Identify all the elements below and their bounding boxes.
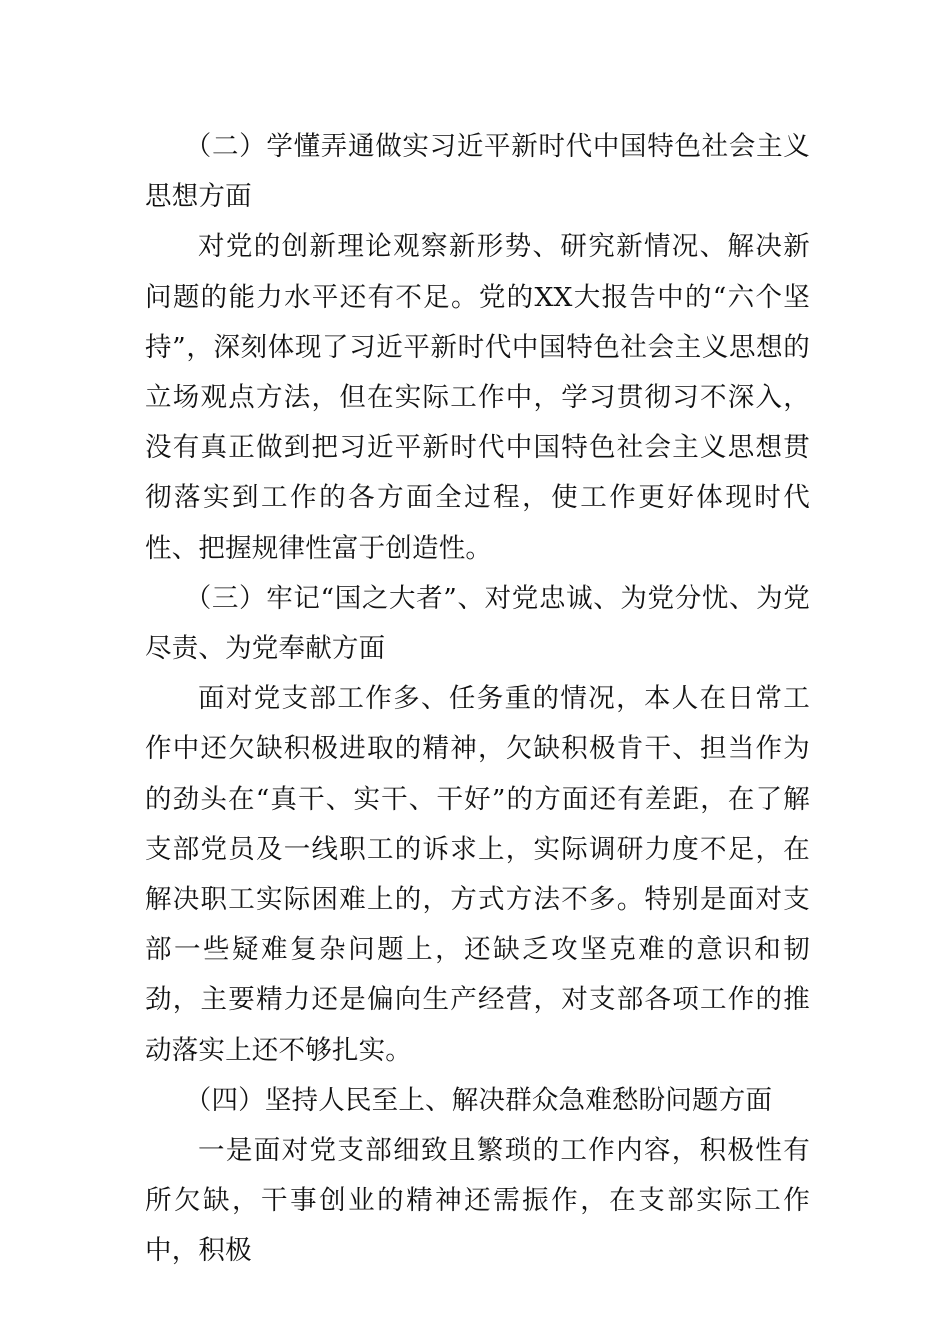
section-heading-4: （四）坚持人民至上、解决群众急难愁盼问题方面 xyxy=(184,1084,773,1116)
section-4-paragraph: 一是面对党支部细致且繁琐的工作内容，积极性有所欠缺，干事创业的精神还需振作，在支部实际工作中，积极 xyxy=(145,1135,810,1267)
section-3-paragraph: 面对党支部工作多、任务重的情况，本人在日常工作中还欠缺积极进取的精神，欠缺积极肯干、担当作为的劲头在“真干、实干、干好”的方面还有差距，在了解支部党员及一线职工的诉求上，实际调研力度不足，在解决职工实际困难上的，方式方法不多。特别是面对支部一些疑难复杂问题上，还缺乏攻坚克难的意识和韧劲，主要精力还是偏向生产经营，对支部各项工作的推动落实上还不够扎实。 xyxy=(145,683,810,1066)
document-body xyxy=(145,122,810,1277)
section-heading-3: （三）牢记“国之大者”、对党忠诚、为党分忧、为党尽责、为党奉献方面 xyxy=(145,582,810,665)
section-heading-2: （二）学懂弄通做实习近平新时代中国特色社会主义思想方面 xyxy=(145,131,810,213)
section-2-paragraph: 对党的创新理论观察新形势、研究新情况、解决新问题的能力水平还有不足。党的XX大报告中的“六个坚持”，深刻体现了习近平新时代中国特色社会主义思想的立场观点方法，但在实际工作中，学习贯彻习不深入，没有真正做到把习近平新时代中国特色社会主义思想贯彻落实到工作的各方面全过程，使工作更好体现时代性、把握规律性富于创造性。 xyxy=(145,231,810,564)
